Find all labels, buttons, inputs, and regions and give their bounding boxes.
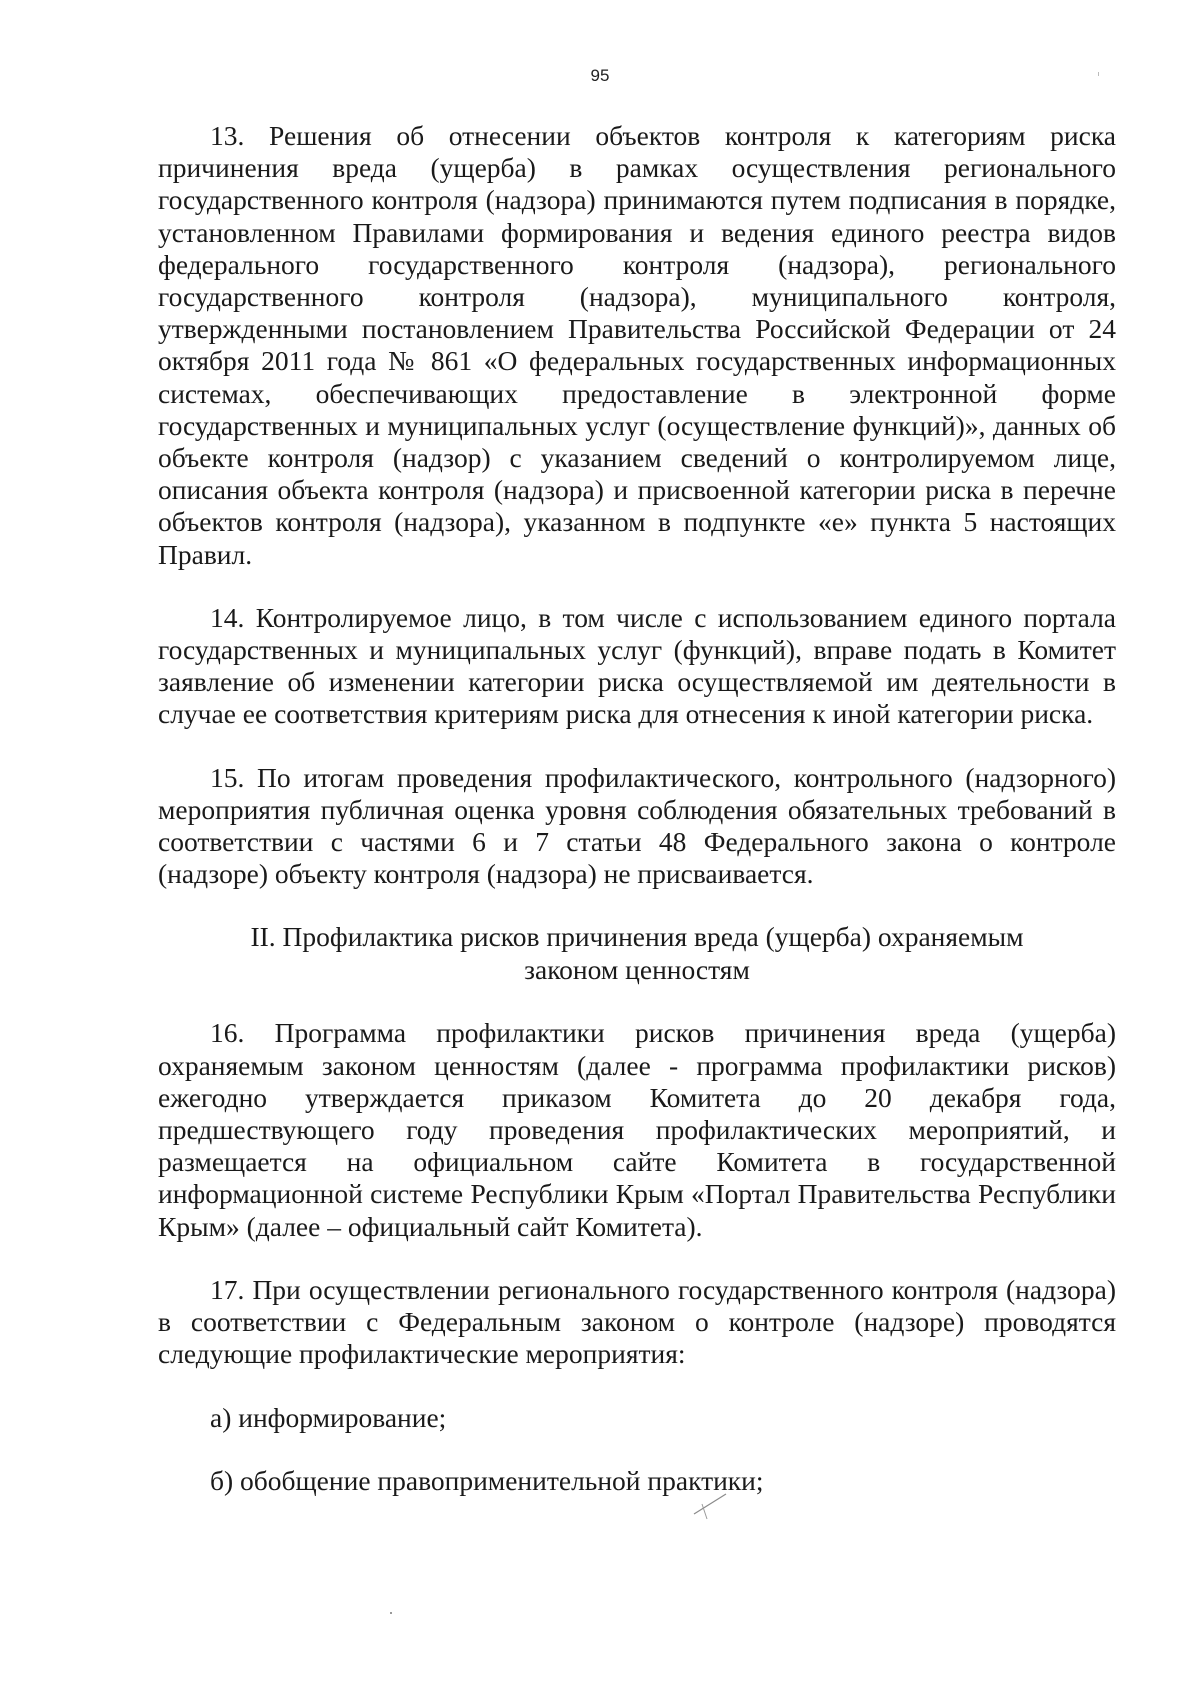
page-number: 95 xyxy=(590,66,610,85)
document-body xyxy=(158,120,1116,1497)
paragraph-14: 14. Контролируемое лицо, в том числе с использованием единого портала государственных и муниципальных услуг (функций), вправе подать в Комитет заявление об изменении категории риска осуществляемой им деятельности в случае ее соответствия критериям риска для отнесения к иной категории риска. xyxy=(158,601,1116,730)
section-heading-line-1: II. Профилактика рисков причинения вреда (ущерба) охраняемым xyxy=(250,921,1024,953)
paragraph-15: 15. По итогам проведения профилактического, контрольного (надзорного) мероприятия публичная оценка уровня соблюдения обязательных требований в соответствии с частями 6 и 7 статьи 48 Федерального закона о контроле (надзоре) объекту контроля (надзора) не присваивается. xyxy=(158,761,1116,890)
section-heading-line-2: законом ценностям xyxy=(524,954,750,986)
paragraph-17: 17. При осуществлении регионального государственного контроля (надзора) в соответствии с Федеральным законом о контроле (надзоре) проводятся следующие профилактические мероприятия: xyxy=(158,1273,1116,1370)
section-heading xyxy=(158,920,1116,986)
scan-speck xyxy=(390,1612,392,1614)
paragraph-13: 13. Решения об отнесении объектов контроля к категориям риска причинения вреда (ущерба) в рамках осуществления регионального государственного контроля (надзора) принимаются путем подписания в порядке, установленном Правилами формирования и ведения единого реестра видов федерального государственного контроля (надзора), регионального государственного контроля (надзора), муниципального контроля, утвержденными постановлением Правительства Российской Федерации от 24 октября 2011 года № 861 «О федеральных государственных информационных системах, обеспечивающих предоставление в электронной форме государственных и муниципальных услуг (осуществление функций)», данных об объекте контроля (надзор) с указанием сведений о контролируемом лице, описания объекта контроля (надзора) и присвоенной категории риска в перечне объектов контроля (надзора), указанном в подпункте «е» пункта 5 настоящих Правил. xyxy=(158,120,1116,570)
list-item-b: б) обобщение правоприменительной практики; xyxy=(210,1464,764,1496)
list-item-a: а) информирование; xyxy=(210,1401,447,1433)
paragraph-16: 16. Программа профилактики рисков причинения вреда (ущерба) охраняемым законом ценностям (далее - программа профилактики рисков) ежегодно утверждается приказом Комитета до 20 декабря года, предшествующего году проведения профилактических мероприятий, и размещается на официальном сайте Комитета в государственной информационной системе Республики Крым «Портал Правительства Республики Крым» (далее – официальный сайт Комитета). xyxy=(158,1017,1116,1242)
